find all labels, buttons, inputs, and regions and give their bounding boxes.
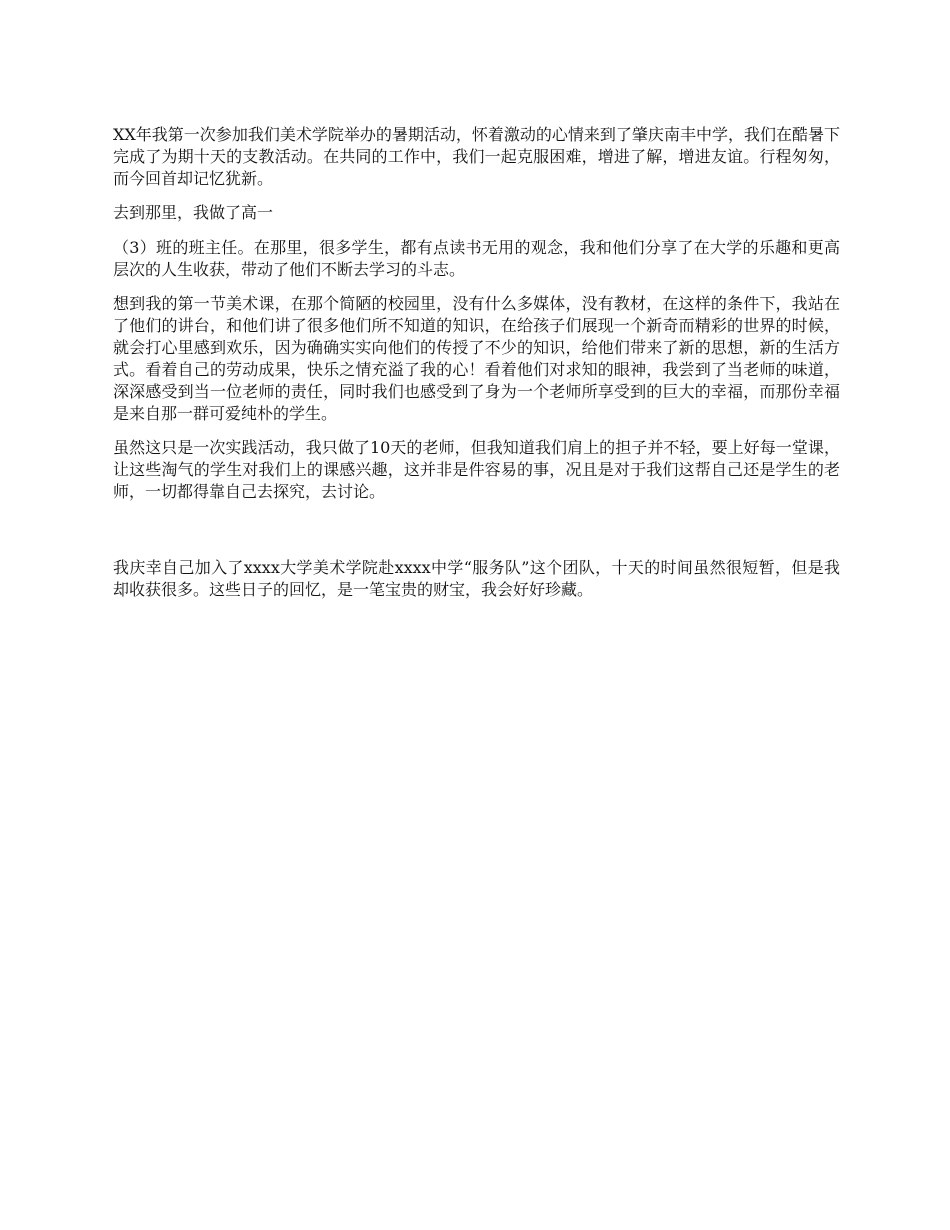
document-body <box>113 124 840 601</box>
paragraph-intro: XX年我第一次参加我们美术学院举办的暑期活动，怀着激动的心情来到了肇庆南丰中学，我们在酷暑下完成了为期十天的支教活动。在共同的工作中，我们一起克服困难，增进了解，增进友谊。行程匆匆，而今回首却记忆犹新。 <box>113 125 840 188</box>
paragraph-class-teacher-start: 去到那里，我做了高一 <box>113 203 274 222</box>
paragraph-first-art-class: 想到我的第一节美术课，在那个简陋的校园里，没有什么多媒体，没有教材，在这样的条件下，我站在了他们的讲台，和他们讲了很多他们所不知道的知识，在给孩子们展现一个新奇而精彩的世界的时候，就会打心里感到欢乐，因为确确实实向他们的传授了不少的知识，给他们带来了新的思想，新的生活方式。看着自己的劳动成果，快乐之情充溢了我的心！看着他们对求知的眼神，我尝到了当老师的味道，深深感受到当一位老师的责任，同时我们也感受到了身为一个老师所享受到的巨大的幸福，而那份幸福是来自那一群可爱纯朴的学生。 <box>113 294 840 423</box>
paragraph-practice-activity: 虽然这只是一次实践活动，我只做了10天的老师，但我知道我们肩上的担子并不轻，要上好每一堂课，让这些淘气的学生对我们上的课感兴趣，这并非是件容易的事，况且是对于我们这帮自己还是学生的老师，一切都得靠自己去探究，去讨论。 <box>113 438 840 501</box>
paragraph-class-teacher: （3）班的班主任。在那里，很多学生，都有点读书无用的观念，我和他们分享了在大学的乐趣和更高层次的人生收获，带动了他们不断去学习的斗志。 <box>113 238 840 279</box>
paragraph-conclusion: 我庆幸自己加入了xxxx大学美术学院赴xxxx中学“服务队”这个团队，十天的时间虽然很短暂，但是我却收获很多。这些日子的回忆，是一笔宝贵的财宝，我会好好珍藏。 <box>113 558 840 599</box>
